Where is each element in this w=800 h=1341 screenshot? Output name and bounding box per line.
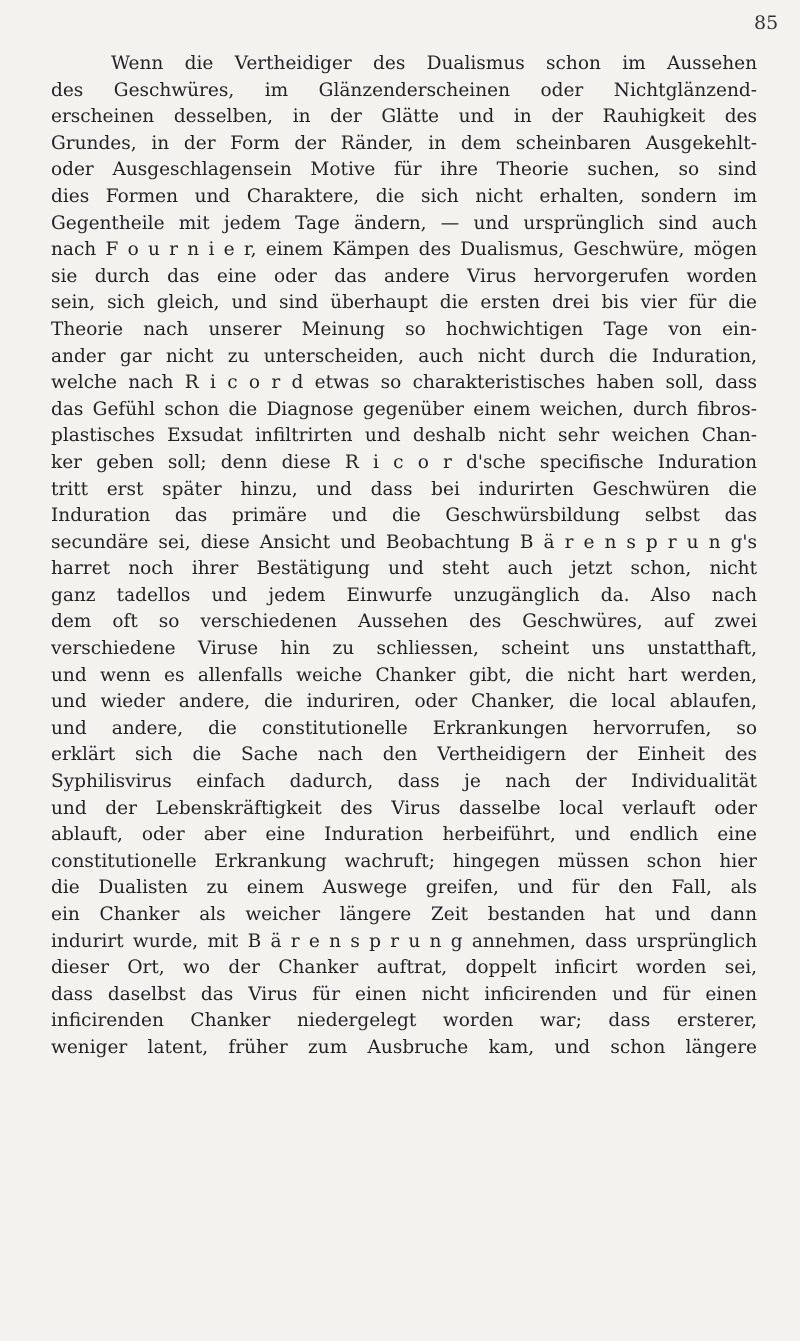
text-line: nach F o u r n i e r, einem Kämpen des Dualismus, Geschwüre, mögen — [51, 239, 757, 261]
text-line: harret noch ihrer Bestätigung und steht auch jetzt schon, nicht — [51, 558, 757, 580]
text-line: secundäre sei, diese Ansicht und Beobachtung B ä r e n s p r u n g's — [51, 531, 757, 553]
text-line: inficirenden Chanker niedergelegt worden war; dass ersterer, — [51, 1010, 757, 1032]
text-line: erklärt sich die Sache nach den Vertheidigern der Einheit des — [51, 744, 757, 766]
body-text — [51, 51, 757, 1062]
text-line: dass daselbst das Virus für einen nicht inficirenden und für einen — [51, 983, 757, 1005]
text-line: plastisches Exsudat infiltrirten und deshalb nicht sehr weichen Chan- — [51, 425, 757, 447]
text-line: Gegentheile mit jedem Tage ändern, — und ursprünglich sind auch — [51, 212, 757, 234]
text-line: oder Ausgeschlagensein Motive für ihre Theorie suchen, so sind — [51, 159, 757, 181]
text-line: ablauft, oder aber eine Induration herbeiführt, und endlich eine — [51, 824, 757, 846]
text-line: ganz tadellos und jedem Einwurfe unzugänglich da. Also nach — [51, 584, 757, 606]
text-line: dieser Ort, wo der Chanker auftrat, doppelt inficirt worden sei, — [51, 957, 757, 979]
text-line: tritt erst später hinzu, und dass bei indurirten Geschwüren die — [51, 478, 757, 500]
text-line: und wieder andere, die induriren, oder Chanker, die local ablaufen, — [51, 691, 757, 713]
text-line: indurirt wurde, mit B ä r e n s p r u n g annehmen, dass ursprünglich — [51, 930, 757, 952]
text-line: verschiedene Viruse hin zu schliessen, scheint uns unstatthaft, — [51, 638, 757, 660]
text-line: weniger latent, früher zum Ausbruche kam, und schon längere — [51, 1036, 757, 1058]
text-line: des Geschwüres, im Glänzenderscheinen oder Nichtglänzend- — [51, 79, 757, 101]
text-line: ker geben soll; denn diese R i c o r d'sche specifische Induration — [51, 451, 757, 473]
text-line: Induration das primäre und die Geschwürsbildung selbst das — [51, 505, 757, 527]
text-line: und andere, die constitutionelle Erkrankungen hervorrufen, so — [51, 717, 757, 739]
text-line: erscheinen desselben, in der Glätte und in der Rauhigkeit des — [51, 106, 757, 128]
text-line: Wenn die Vertheidiger des Dualismus schon im Aussehen — [111, 53, 757, 74]
text-line: das Gefühl schon die Diagnose gegenüber einem weichen, durch fibros- — [51, 398, 757, 420]
text-line: ander gar nicht zu unterscheiden, auch nicht durch die Induration, — [51, 345, 757, 367]
text-line: und der Lebenskräftigkeit des Virus dasselbe local verlauft oder — [51, 797, 757, 819]
text-line: und wenn es allenfalls weiche Chanker gibt, die nicht hart werden, — [51, 664, 757, 686]
text-line: constitutionelle Erkrankung wachruft; hingegen müssen schon hier — [51, 850, 757, 872]
page-number: 85 — [754, 12, 779, 34]
text-line: sie durch das eine oder das andere Virus hervorgerufen worden — [51, 265, 757, 287]
text-line: sein, sich gleich, und sind überhaupt die ersten drei bis vier für die — [51, 292, 757, 314]
text-line: dies Formen und Charaktere, die sich nicht erhalten, sondern im — [51, 185, 757, 207]
text-line: dem oft so verschiedenen Aussehen des Geschwüres, auf zwei — [51, 611, 757, 633]
text-line: Theorie nach unserer Meinung so hochwichtigen Tage von ein- — [51, 318, 757, 340]
text-line: Syphilisvirus einfach dadurch, dass je nach der Individualität — [51, 771, 757, 793]
text-line: Grundes, in der Form der Ränder, in dem scheinbaren Ausgekehlt- — [51, 132, 757, 154]
text-line: welche nach R i c o r d etwas so charakteristisches haben soll, dass — [51, 372, 757, 394]
text-line: die Dualisten zu einem Auswege greifen, und für den Fall, als — [51, 877, 757, 899]
text-line: ein Chanker als weicher längere Zeit bestanden hat und dann — [51, 904, 757, 925]
